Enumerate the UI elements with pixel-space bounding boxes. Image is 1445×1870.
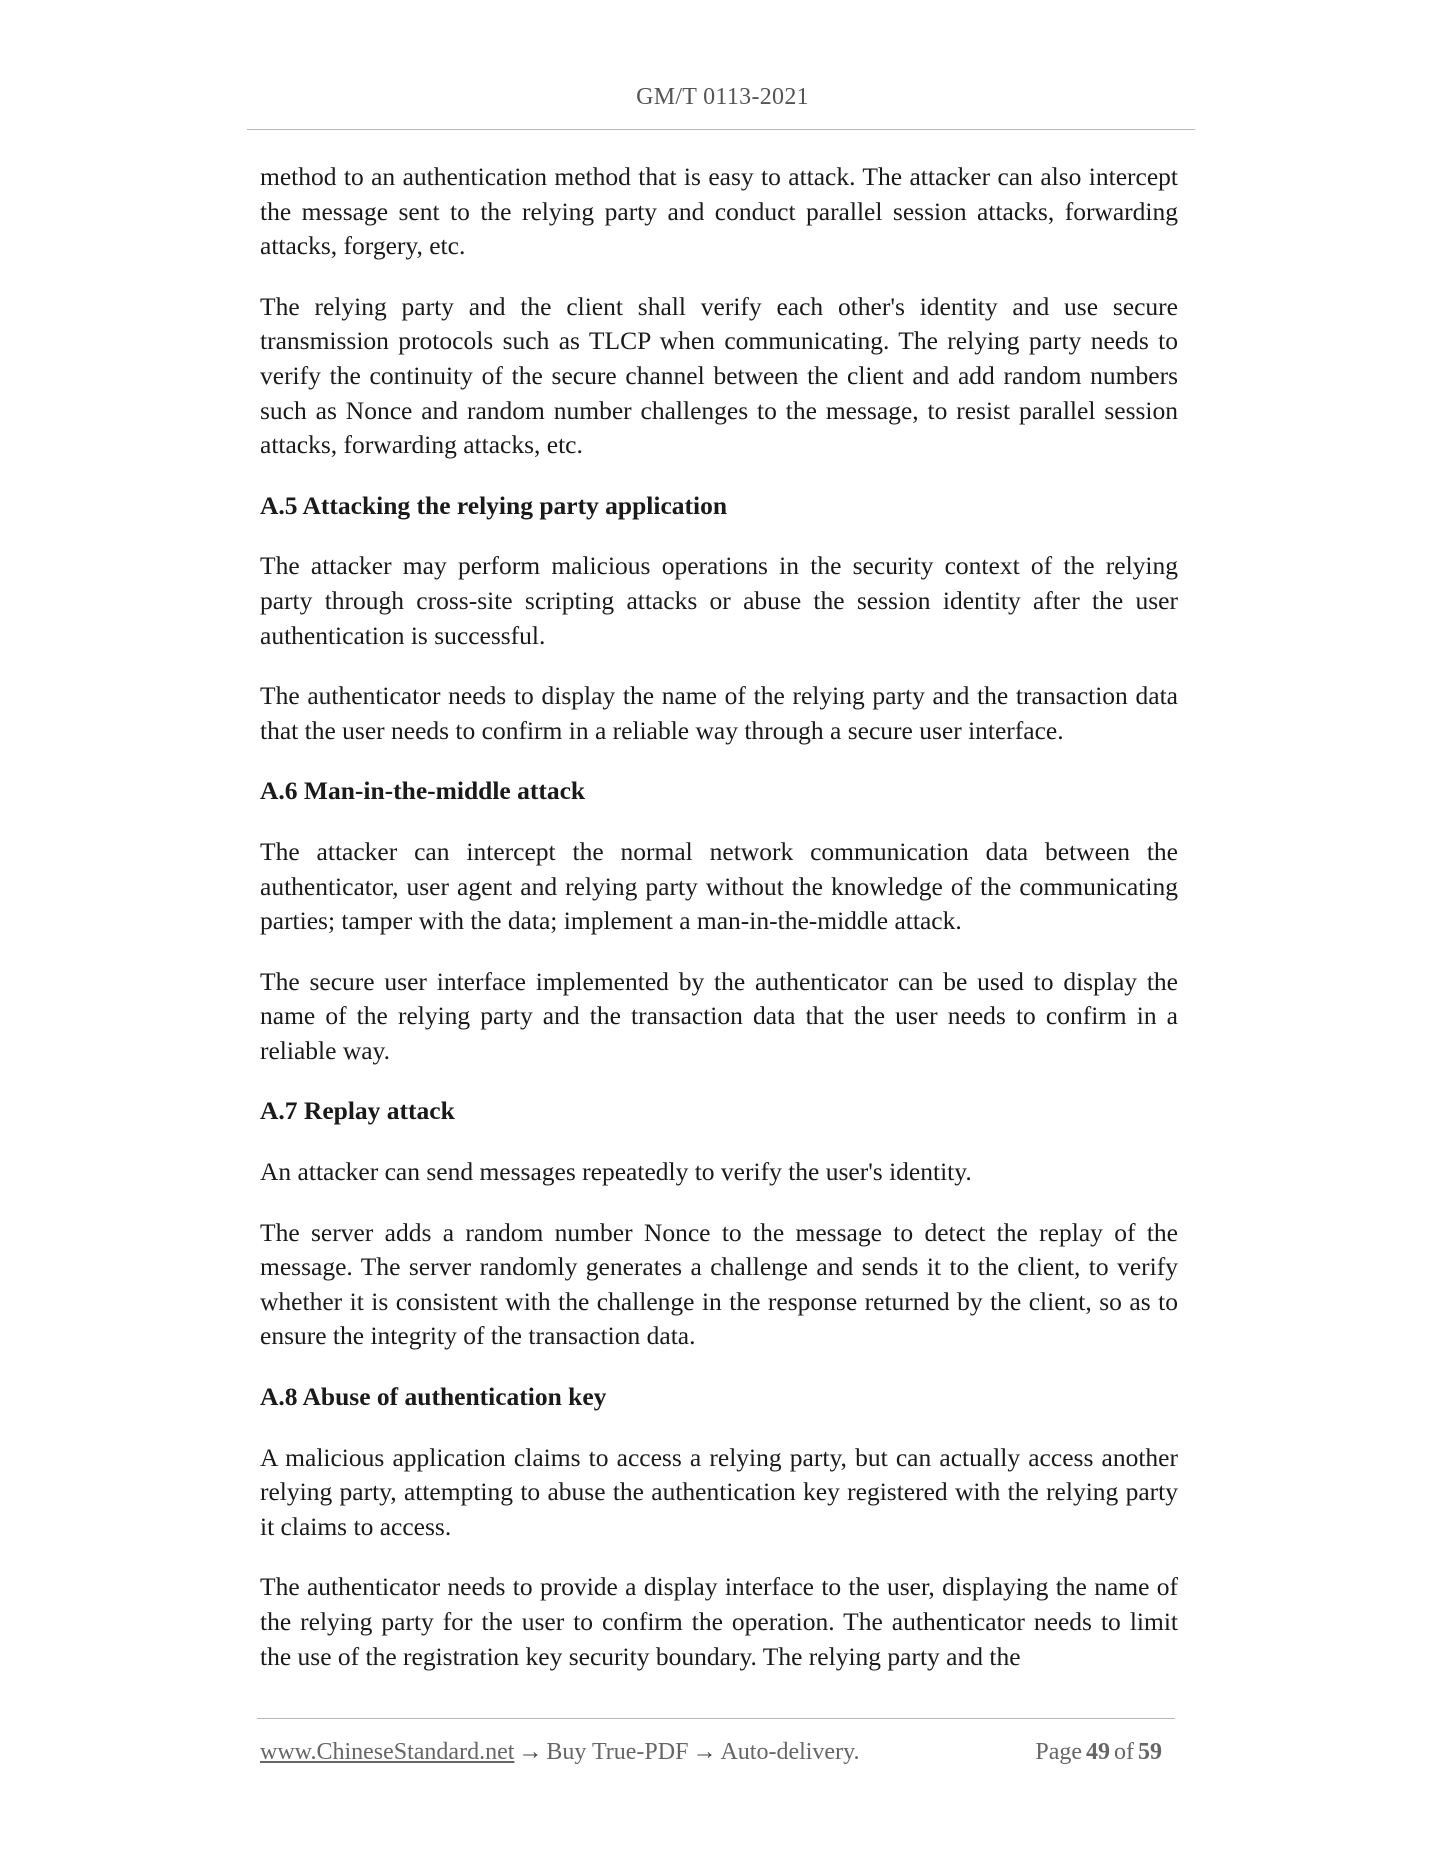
site-link[interactable]: www.ChineseStandard.net <box>260 1739 515 1765</box>
total-page-number: 59 <box>1138 1739 1162 1765</box>
paragraph: An attacker can send messages repeatedly to verify the user's identity. <box>260 1157 972 1187</box>
header-divider <box>247 129 1195 130</box>
page-label: Page <box>1035 1739 1082 1765</box>
paragraph: The secure user interface implemented by the authenticator can be used to display the name of the relying party and the transaction data that the user needs to confirm in a reliable way. <box>260 966 1178 1065</box>
paragraph: The attacker may perform malicious operations in the security context of the relying party through cross-site scripting attacks or abuse the session identity after the user authentication is successful. <box>260 551 1178 650</box>
paragraph: The attacker can intercept the normal network communication data between the authenticator, user agent and relying party without the knowledge of the communicating parties; tamper with the data; implement a man-in-the-middle attack. <box>260 836 1178 936</box>
paragraph: The authenticator needs to display the name of the relying party and the transaction data that the user needs to confirm in a reliable way through a secure user interface. <box>260 681 1178 745</box>
page-content <box>260 160 1178 1700</box>
paragraph: method to an authentication method that is easy to attack. The attacker can also intercept the message sent to the relying party and conduct parallel session attacks, forwarding attacks, forgery, etc. <box>260 162 1178 261</box>
section-heading-a7: A.7 Replay attack <box>260 1096 455 1126</box>
section-heading-a8: A.8 Abuse of authentication key <box>260 1382 607 1412</box>
paragraph: The relying party and the client shall verify each other's identity and use secure transmission protocols such as TLCP when communicating. The relying party needs to verify the continuity of the secure channel between the client and add random numbers such as Nonce and random number challenges to the message, to resist parallel session attacks, forwarding attacks, etc. <box>260 291 1178 460</box>
paragraph: The authenticator needs to provide a display interface to the user, displaying the name of the relying party for the user to confirm the operation. The authenticator needs to limit the use of the registration key security boundary. The relying party and the <box>260 1572 1178 1671</box>
document-code-header: GM/T 0113-2021 <box>636 84 809 110</box>
current-page-number: 49 <box>1086 1739 1110 1765</box>
footer-divider <box>257 1718 1175 1719</box>
arrow-right-icon: → <box>692 1739 717 1765</box>
paragraph: A malicious application claims to access a relying party, but can actually access another relying party, attempting to abuse the authentication key registered with the relying party it claims to access. <box>260 1442 1178 1541</box>
section-heading-a6: A.6 Man-in-the-middle attack <box>260 776 586 806</box>
buy-pdf-text: Buy True-PDF <box>546 1739 689 1765</box>
section-heading-a5: A.5 Attacking the relying party application <box>260 490 728 520</box>
arrow-right-icon: → <box>518 1739 543 1765</box>
of-label: of <box>1114 1739 1134 1765</box>
footer-promo <box>260 1737 860 1767</box>
page-indicator <box>1035 1737 1166 1767</box>
paragraph: The server adds a random number Nonce to the message to detect the replay of the message. The server randomly generates a challenge and sends it to the client, to verify whether it is consistent with the challenge in the response returned by the client, so as to ensure the integrity of the transaction data. <box>260 1217 1178 1351</box>
auto-delivery-text: Auto-delivery. <box>720 1739 860 1765</box>
